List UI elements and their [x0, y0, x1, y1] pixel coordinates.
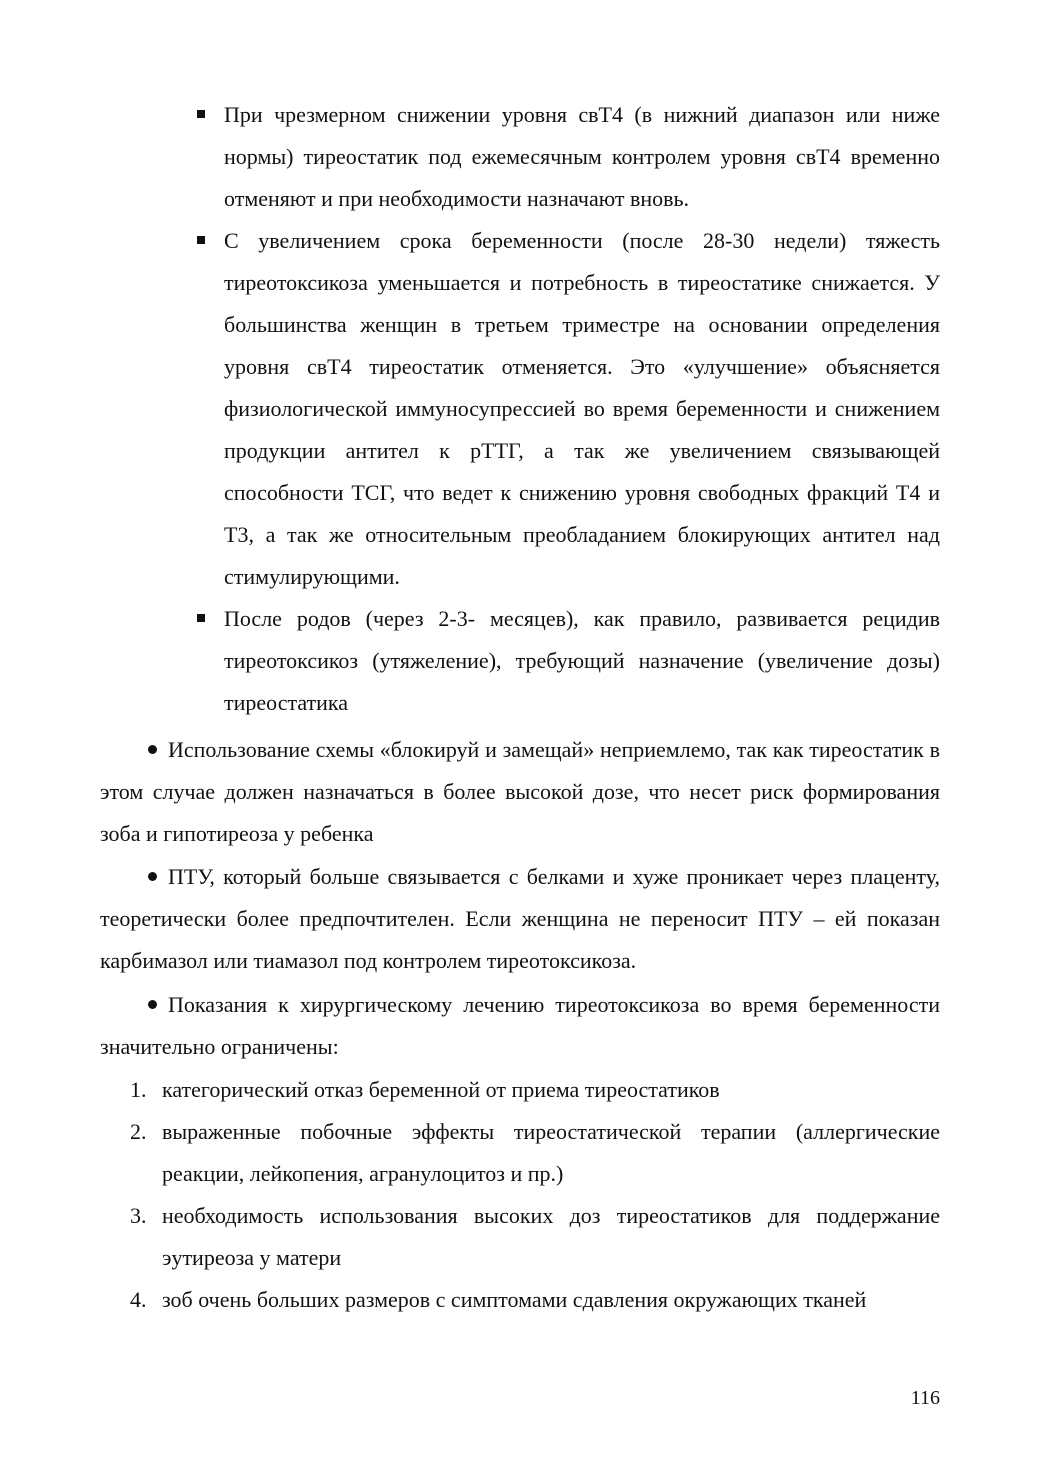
list-item-text: зоб очень больших размеров с симптомами сдавления окружающих тканей — [162, 1287, 867, 1312]
round-bullet-icon — [148, 1000, 157, 1009]
list-item-text: При чрезмерном снижении уровня свТ4 (в нижний диапазон или ниже нормы) тиреостатик под ежемесячным контролем уровня свТ4 временно отменяют и при необходимости назначают вновь. — [224, 102, 940, 211]
list-item-text: С увеличением срока беременности (после 28-30 недели) тяжесть тиреотоксикоза уменьшается и потребность в тиреостатике снижается. У большинства женщин в третьем триместре на основании определения уровня свТ4 тиреостатик отменяется. Это «улучшение» объясняется физиологической иммуносупрессией во время беременности и снижением продукции антител к рТТГ, а так же увеличением связывающей способности ТСГ, что ведет к снижению уровня свободных фракций Т4 и Т3, а так же относительным преобладанием блокирующих антител над стимулирующими. — [224, 228, 940, 589]
list-item — [224, 598, 940, 724]
list-item — [224, 94, 940, 220]
list-item-text: категорический отказ беременной от приема тиреостатиков — [162, 1077, 720, 1102]
list-item — [224, 220, 940, 598]
list-item — [130, 1279, 940, 1321]
bullet-paragraph — [100, 856, 940, 982]
numbered-list — [130, 1069, 940, 1321]
page-number: 116 — [910, 1387, 940, 1409]
round-bullet-icon — [148, 745, 157, 754]
paragraph-text: Использование схемы «блокируй и замещай» неприемлемо, так как тиреостатик в этом случае должен назначаться в более высокой дозе, что несет риск формирования зоба и гипотиреоза у ребенка — [100, 737, 940, 846]
square-bullet-list — [224, 94, 940, 724]
list-number: 4. — [130, 1287, 147, 1312]
paragraph-text: Показания к хирургическому лечению тиреотоксикоза во время беременности значительно ограничены: — [100, 992, 940, 1059]
square-bullet-icon — [197, 236, 205, 244]
round-bullet-icon — [148, 872, 157, 881]
list-item — [130, 1111, 940, 1195]
paragraph-text: ПТУ, который больше связывается с белками и хуже проникает через плаценту, теоретически более предпочтителен. Если женщина не переносит ПТУ – ей показан карбимазол или тиамазол под контролем тиреотоксикоза. — [100, 864, 940, 973]
list-item-text: выраженные побочные эффекты тиреостатической терапии (аллергические реакции, лейкопения, агранулоцитоз и пр.) — [162, 1119, 940, 1186]
list-item-text: необходимость использования высоких доз тиреостатиков для поддержание эутиреоза у матери — [162, 1203, 940, 1270]
list-number: 3. — [130, 1203, 147, 1228]
square-bullet-icon — [197, 110, 205, 118]
list-number: 2. — [130, 1119, 147, 1144]
square-bullet-icon — [197, 614, 205, 622]
list-number: 1. — [130, 1077, 147, 1102]
bullet-paragraph — [100, 984, 940, 1068]
bullet-paragraph — [100, 729, 940, 855]
list-item — [130, 1195, 940, 1279]
list-item-text: После родов (через 2-3- месяцев), как правило, развивается рецидив тиреотоксикоз (утяжеление), требующий назначение (увеличение дозы) тиреостатика — [224, 606, 940, 715]
list-item — [130, 1069, 940, 1111]
